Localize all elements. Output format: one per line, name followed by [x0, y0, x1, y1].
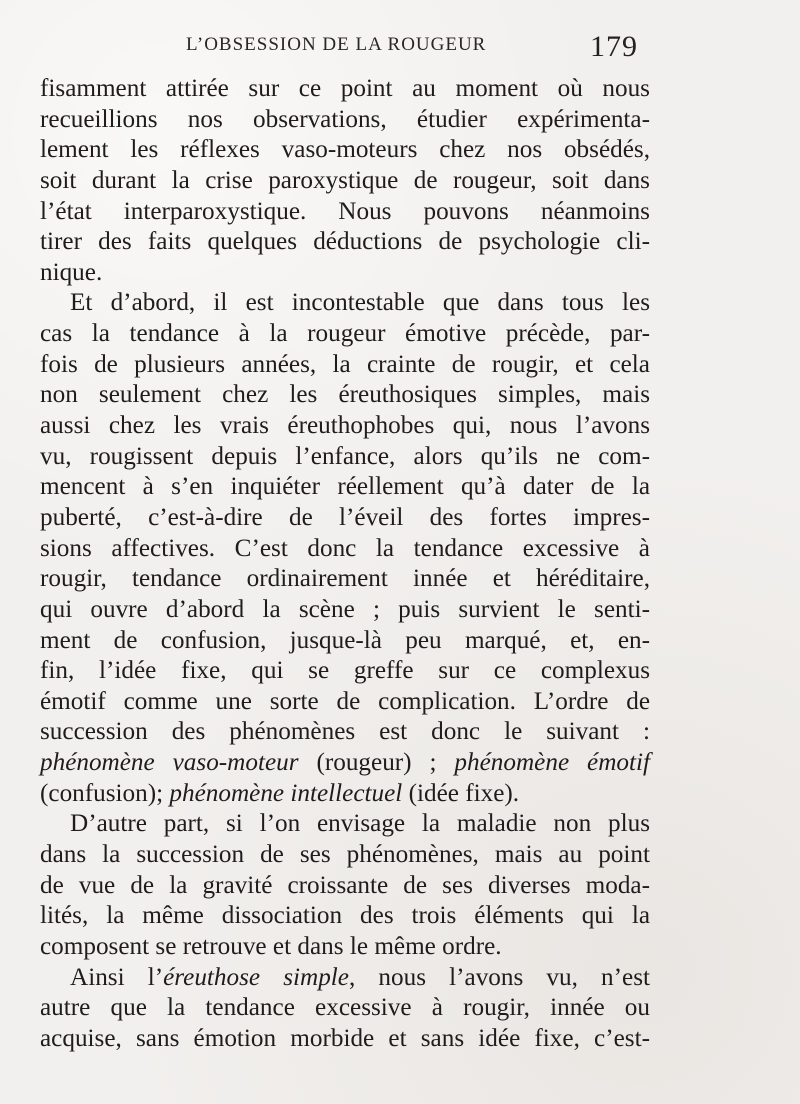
text-line: acquise, sans émotion morbide et sans idée fixe, c’est-	[40, 1024, 650, 1052]
italic-term: phénomène vaso-moteur	[40, 749, 299, 777]
text-line: vu, rougissent depuis l’enfance, alors qu’ils ne com-	[40, 442, 650, 470]
main-text	[40, 74, 650, 1055]
text-line: soit durant la crise paroxystique de rougeur, soit dans	[40, 166, 650, 194]
text-line: autre que la tendance excessive à rougir, innée ou	[40, 994, 650, 1022]
text-line: l’état interparoxystique. Nous pouvons néanmoins	[40, 197, 650, 225]
text-line: non seulement chez les éreuthosiques simples, mais	[40, 381, 650, 409]
text-fragment: (idée fixe).	[402, 779, 520, 807]
text-line: puberté, c’est-à-dire de l’éveil des fortes impres-	[40, 503, 650, 531]
text-line	[40, 779, 650, 810]
text-line: sions affectives. C’est donc la tendance excessive à	[40, 534, 650, 562]
text-line: fin, l’idée fixe, qui se greffe sur ce complexus	[40, 657, 650, 685]
text-line: nique.	[40, 258, 103, 286]
text-line: Et d’abord, il est incontestable que dans tous les	[70, 289, 650, 317]
text-line: tirer des faits quelques déductions de psychologie cli-	[40, 228, 650, 256]
text-fragment: (rougeur) ;	[298, 749, 455, 777]
text-line: mencent à s’en inquiéter réellement qu’à dater de la	[40, 473, 650, 501]
text-line: D’autre part, si l’on envisage la maladie non plus	[70, 810, 650, 838]
text-line: dans la succession de ses phénomènes, mais au point	[40, 841, 650, 869]
text-line: succession des phénomènes est donc le suivant :	[40, 718, 650, 746]
text-line: composent se retrouve et dans le même ordre.	[40, 932, 502, 960]
italic-term: phénomène intellectuel	[169, 779, 403, 807]
text-line: émotif comme une sorte de complication. L’ordre de	[40, 687, 650, 715]
text-line	[40, 963, 650, 994]
text-line: cas la tendance à la rougeur émotive précède, par-	[40, 320, 650, 348]
running-head: L’OBSESSION DE LA ROUGEUR	[186, 34, 487, 55]
italic-term: éreuthose simple	[163, 963, 349, 991]
text-line: de vue de la gravité croissante de ses diverses moda-	[40, 871, 650, 899]
text-fragment: , nous l’avons vu, n’est	[349, 963, 651, 991]
italic-term: phénomène émotif	[454, 749, 650, 777]
text-line: lement les réflexes vaso-moteurs chez nos obsédés,	[40, 136, 650, 164]
text-line: ment de confusion, jusque-là peu marqué, et, en-	[40, 626, 650, 654]
text-line: fisamment attirée sur ce point au moment où nous	[40, 75, 650, 102]
page-number: 179	[590, 30, 638, 63]
text-fragment: Ainsi l’	[70, 963, 164, 991]
text-line: lités, la même dissociation des trois éléments qui la	[40, 902, 650, 930]
text-line: rougir, tendance ordinairement innée et héréditaire,	[40, 565, 650, 593]
text-line: aussi chez les vrais éreuthophobes qui, nous l’avons	[40, 412, 650, 440]
text-fragment: (confusion);	[40, 779, 170, 807]
text-line: fois de plusieurs années, la crainte de rougir, et cela	[40, 350, 650, 378]
text-line: qui ouvre d’abord la scène ; puis survient le senti-	[40, 595, 650, 623]
text-line	[40, 748, 650, 779]
text-line: recueillions nos observations, étudier expérimenta-	[40, 105, 650, 133]
